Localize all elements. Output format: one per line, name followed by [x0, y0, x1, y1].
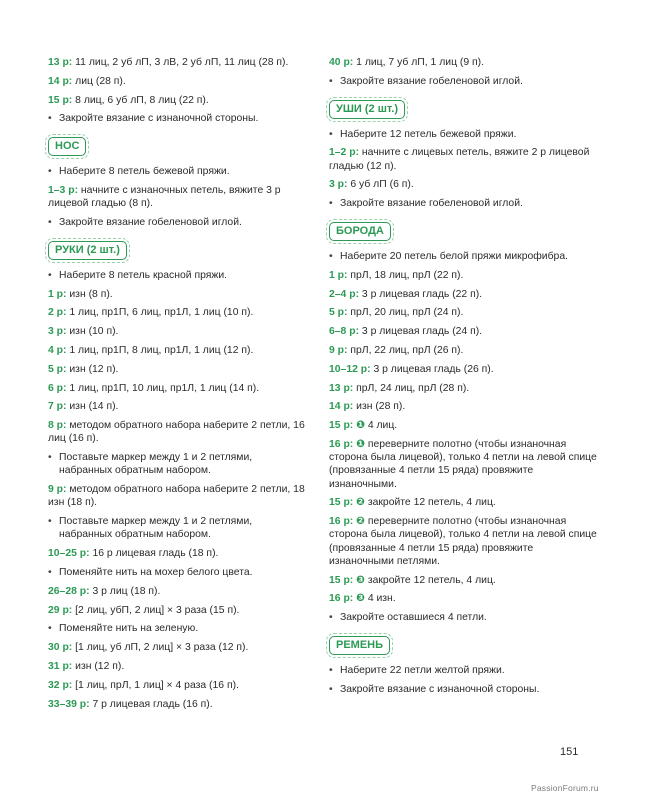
bullet-item: • Поменяйте нить на мохер белого цвета.: [48, 566, 306, 579]
row-instruction: [329, 438, 597, 491]
row-label: 2–4 р:: [329, 288, 360, 300]
row-text: изн (8 п).: [66, 288, 113, 300]
row-label: 15 р: ❷: [329, 497, 365, 509]
left-column: [48, 56, 306, 716]
row-text: изн (10 п).: [66, 326, 119, 338]
row-instruction: [329, 269, 597, 282]
row-instruction: [329, 496, 597, 509]
row-label: 14 р:: [329, 401, 354, 413]
row-text: [1 лиц, прЛ, 1 лиц] × 4 раза (16 п).: [72, 679, 239, 691]
row-instruction: [48, 660, 306, 673]
section-heading: НОС: [48, 137, 86, 156]
bullet-item: • Закройте вязание гобеленовой иглой.: [329, 197, 597, 210]
row-text: 3 р лицевая гладь (22 п).: [359, 288, 483, 300]
row-instruction: [48, 382, 306, 395]
row-text: [1 лиц, уб лП, 2 лиц] × 3 раза (12 п).: [72, 642, 249, 654]
row-text: 1 лиц, пр1П, 6 лиц, пр1Л, 1 лиц (10 п).: [66, 307, 254, 319]
row-instruction: [48, 363, 306, 376]
row-text: изн (14 п).: [66, 401, 119, 413]
section-heading: РУКИ (2 шт.): [48, 241, 127, 260]
row-instruction: [329, 146, 597, 172]
row-instruction: [329, 306, 597, 319]
row-instruction: [48, 184, 306, 210]
row-text: начните с изнаночных петель, вяжите 3 р лицевой гладью (8 п).: [48, 184, 281, 210]
bullet-item: • Наберите 8 петель бежевой пряжи.: [48, 165, 306, 178]
row-text: прЛ, 20 лиц, прЛ (24 п).: [347, 307, 464, 319]
row-label: 1 р:: [329, 269, 348, 281]
row-text: 3 р лицевая гладь (24 п).: [359, 326, 483, 338]
row-text: 4 лиц.: [364, 420, 398, 432]
section-heading: РЕМЕНЬ: [329, 636, 390, 655]
row-text: 8 лиц, 6 уб лП, 8 лиц (22 п).: [72, 94, 209, 106]
row-instruction: [329, 288, 597, 301]
row-label: 26–28 р:: [48, 585, 90, 597]
row-instruction: [329, 515, 597, 568]
row-label: 29 р:: [48, 604, 73, 616]
row-label: 10–12 р:: [329, 363, 371, 375]
row-text: 1 лиц, 7 уб лП, 1 лиц (9 п).: [353, 57, 485, 68]
right-column: [329, 56, 597, 702]
row-text: переверните полотно (чтобы изнаночная сторона была лицевой), только 4 петли на левой спице (провязанные 4 петли 15 ряда) провяжите изнаночными петлями.: [329, 516, 597, 567]
row-instruction: [48, 419, 306, 445]
section-heading: УШИ (2 шт.): [329, 100, 405, 119]
row-instruction: [48, 325, 306, 338]
row-label: 6 р:: [48, 382, 67, 394]
row-text: 1 лиц, пр1П, 10 лиц, пр1Л, 1 лиц (14 п).: [66, 382, 260, 394]
row-text: изн (12 п).: [72, 660, 125, 672]
row-label: 5 р:: [329, 307, 348, 319]
bullet-item: • Наберите 22 петли желтой пряжи.: [329, 664, 597, 677]
row-label: 15 р: ❸: [329, 574, 365, 586]
row-label: 32 р:: [48, 679, 73, 691]
row-instruction: [48, 344, 306, 357]
row-instruction: [329, 574, 597, 587]
row-text: 11 лиц, 2 уб лП, 3 лВ, 2 уб лП, 11 лиц (28 п).: [72, 57, 289, 68]
row-label: 9 р:: [329, 344, 348, 356]
row-label: 16 р: ❸: [329, 593, 365, 605]
page-number: 151: [560, 746, 579, 758]
row-text: прЛ, 22 лиц, прЛ (26 п).: [347, 344, 464, 356]
row-instruction: [329, 325, 597, 338]
bullet-item: • Поменяйте нить на зеленую.: [48, 622, 306, 635]
row-text: переверните полотно (чтобы изнаночная сторона была лицевой), только 4 петли на левой спице (провязанные 4 петли 15 ряда) провяжите изнаночными.: [329, 438, 597, 490]
row-text: [2 лиц, убП, 2 лиц] × 3 раза (15 п).: [72, 604, 240, 616]
row-label: 14 р:: [48, 75, 73, 87]
row-text: лиц (28 п).: [72, 75, 126, 87]
row-label: 30 р:: [48, 642, 73, 654]
row-instruction: [48, 641, 306, 654]
row-text: 4 изн.: [364, 593, 396, 605]
watermark: PassionForum.ru: [531, 783, 599, 793]
row-instruction: [329, 382, 597, 395]
row-instruction: [329, 56, 597, 69]
row-label: 8 р:: [48, 420, 67, 432]
row-text: 6 уб лП (6 п).: [347, 179, 414, 191]
row-instruction: [48, 94, 306, 107]
bullet-item: • Закройте вязание гобеленовой иглой.: [48, 216, 306, 229]
row-instruction: [329, 344, 597, 357]
row-label: 13 р:: [48, 57, 73, 68]
row-text: закройте 12 петель, 4 лиц.: [364, 497, 496, 509]
row-text: прЛ, 18 лиц, прЛ (22 п).: [347, 269, 464, 281]
bullet-item: • Закройте вязание гобеленовой иглой.: [329, 75, 597, 88]
bullet-item: • Поставьте маркер между 1 и 2 петлями, набранных обратным набором.: [48, 515, 306, 541]
row-label: 5 р:: [48, 363, 67, 375]
row-text: 3 р лиц (18 п).: [89, 585, 161, 597]
row-instruction: [48, 56, 306, 69]
bullet-item: • Наберите 8 петель красной пряжи.: [48, 269, 306, 282]
row-text: закройте 12 петель, 4 лиц.: [364, 574, 496, 586]
row-instruction: [48, 698, 306, 711]
row-instruction: [48, 547, 306, 560]
row-text: 16 р лицевая гладь (18 п).: [89, 548, 219, 560]
row-text: 7 р лицевая гладь (16 п).: [89, 698, 213, 710]
row-instruction: [48, 75, 306, 88]
row-label: 16 р: ❶: [329, 438, 365, 450]
row-label: 16 р: ❷: [329, 516, 365, 528]
row-instruction: [329, 178, 597, 191]
row-label: 40 р:: [329, 57, 354, 68]
section-heading: БОРОДА: [329, 222, 391, 241]
row-text: прЛ, 24 лиц, прЛ (28 п).: [353, 382, 470, 394]
row-text: методом обратного набора наберите 2 петли, 16 лиц (16 п).: [48, 420, 305, 445]
row-instruction: [329, 592, 597, 605]
row-label: 33–39 р:: [48, 698, 90, 710]
row-label: 13 р:: [329, 382, 354, 394]
row-label: 10–25 р:: [48, 548, 90, 560]
row-label: 3 р:: [329, 179, 348, 191]
bullet-item: • Наберите 20 петель белой пряжи микрофибра.: [329, 250, 597, 263]
row-instruction: [329, 363, 597, 376]
row-instruction: [329, 400, 597, 413]
row-label: 15 р: ❶: [329, 420, 365, 432]
row-text: начните с лицевых петель, вяжите 2 р лицевой гладью (12 п).: [329, 147, 590, 172]
row-text: изн (12 п).: [66, 363, 119, 375]
row-label: 7 р:: [48, 401, 67, 413]
row-label: 1–2 р:: [329, 147, 360, 159]
bullet-item: • Закройте вязание с изнаночной стороны.: [329, 683, 597, 696]
bullet-item: • Поставьте маркер между 1 и 2 петлями, набранных обратным набором.: [48, 451, 306, 477]
row-instruction: [48, 604, 306, 617]
row-text: изн (28 п).: [353, 401, 406, 413]
bullet-item: • Закройте оставшиеся 4 петли.: [329, 611, 597, 624]
row-instruction: [48, 679, 306, 692]
row-instruction: [48, 288, 306, 301]
row-label: 6–8 р:: [329, 326, 360, 338]
row-label: 1–3 р:: [48, 184, 79, 196]
row-label: 2 р:: [48, 307, 67, 319]
row-label: 9 р:: [48, 484, 67, 496]
row-label: 31 р:: [48, 660, 73, 672]
row-label: 3 р:: [48, 326, 67, 338]
row-label: 4 р:: [48, 344, 67, 356]
row-label: 1 р:: [48, 288, 67, 300]
row-instruction: [48, 306, 306, 319]
row-instruction: [329, 419, 597, 432]
row-instruction: [48, 483, 306, 509]
bullet-item: • Наберите 12 петель бежевой пряжи.: [329, 128, 597, 141]
bullet-item: • Закройте вязание с изнаночной стороны.: [48, 112, 306, 125]
row-text: 1 лиц, пр1П, 8 лиц, пр1Л, 1 лиц (12 п).: [66, 344, 254, 356]
row-instruction: [48, 400, 306, 413]
row-instruction: [48, 585, 306, 598]
row-text: методом обратного набора наберите 2 петли, 18 изн (18 п).: [48, 484, 305, 509]
row-label: 15 р:: [48, 94, 73, 106]
row-text: 3 р лицевая гладь (26 п).: [370, 363, 494, 375]
